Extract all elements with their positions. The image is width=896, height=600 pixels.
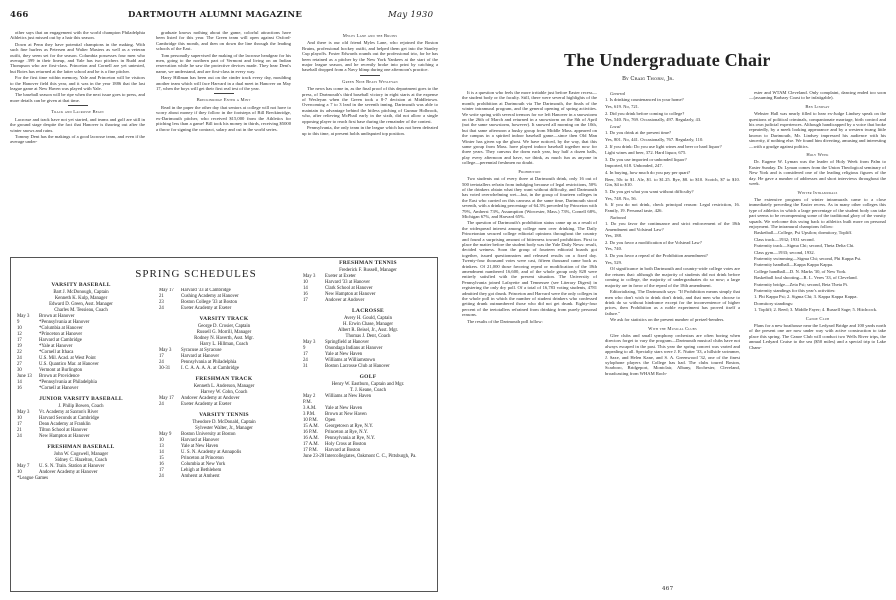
schedule-freshman-baseball [17,444,145,482]
schedule-date: 30-31 [159,366,171,371]
poll-question: 5. Do you get what you want without difficulty? [605,189,694,195]
paragraph: Tommy Dent has the makings of a good lacrosse team, and even if the average under- [10,133,145,145]
schedule-event: Open [325,418,336,423]
text-column-5 [605,90,740,580]
schedule-date: 24 [303,358,308,363]
schedule-date: 13 [159,444,164,449]
schedule-row [159,306,289,312]
divider [360,75,380,76]
poll-item [605,202,740,213]
poll-item [605,111,740,123]
paragraph: The question of Dartmouth's prohibition status came up as a result of the widespread interest among college men over drinking. The Daily Princetonian secured college editorial opinions throughout the country and found a surprising amount of bitterness toward prohibition. First to place the matter before the student body was the Yale Daily News: result, decided wetness. Soon the group of fourteen editorial boards got together, issued questionnaires and released results on a fixed day. Twenty-four thousand votes were cast, fifteen thousand came back as drinkers. Of 21,000 those favoring repeal or modification of the 18th amendment numbered 16,600, and of the whole group only 828 were entirely satisfied with the present situation. The University of Pennsylvania joined Lafayette and Tennessee (see Literary Digest) in registering the only dry poll. Of a total of 16,783 voting students, 4781 admitted they got drunk. Princeton and Harvard were the only colleges in the whole poll in which the number of student drinkers who confessed getting drunk outnumbered those who did not get drunk. Eighty-four percent of the teetotallers refrained from drinking from purely personal reasons. [462,220,597,318]
schedule-junior-varsity-baseball [17,396,145,440]
schedule-event: Columbia at New York [181,462,226,467]
paragraph: Two students out of every three at Dartmouth drink, only 16 out of 500 teetotallers refrain from indulging because of legal restrictions, 50% of the drinkers obtain what they want without difficulty, and Dartmouth has voted overwhelming wet—but, in the group of fourteen colleges in the East who carried on this canvass at the same time, Dartmouth stood seventh, with a drinking percentage of 64.3% preceded by Princeton with 79%, Amherst 73%, Assumption (Worcester, Mass.) 73%, Cornell 68%, Michigan 67%, and Harvard 65%. [462,176,597,219]
column-paragraphs [749,197,886,313]
schedule-staff: Avery H. Gould, Captain [343,316,392,321]
poll-item [605,221,740,238]
text-column-2 [156,30,291,255]
article-author: By Craig Thorn, Jr. [622,76,675,82]
schedule-event: Exeter Academy at Exeter [181,306,232,311]
schedule-event: Syracuse at Syracuse [181,348,222,353]
running-title: DARTMOUTH ALUMNI MAGAZINE [128,10,303,20]
schedule-staff: Sylvester Walter, Jr., Manager [195,426,253,431]
schedule-event: Williams at New Haven [325,394,372,399]
poll-answer: Yes, 801. No, 441. Occasionally, 767. Regularly, 110. [605,136,704,142]
schedule-event: *Cornell at Hanover [39,386,79,391]
schedule-event: U.S. Quantico Mar. at Hanover [39,362,99,367]
schedule-staff: H. Erwin Chase, Manager [343,322,393,327]
paragraph: Pennsylvania, the only team in the league which has not been defeated up to this time, at present holds undisputed top position. [302,125,438,136]
schedule-event: Princeton at Princeton [181,456,224,461]
schedule-date: May 3 [303,274,316,279]
schedule-row [159,474,289,480]
column-paragraphs [605,266,740,322]
paragraph: Class gym—1933; second, 1932. [754,249,815,255]
schedule-event: Andover Academy at Hanover [39,470,98,475]
schedule-staff: Rodney N. Haverth, Asst. Mgr. [194,336,254,341]
schedule-date: 15 A.M. [303,424,319,429]
schedule-event: Amherst at Amherst [181,474,220,479]
schedule-date: May 7 [17,464,30,469]
schedule-event: Andover Academy at Andover [181,396,240,401]
schedule-freshman-track [159,376,289,408]
paragraph: Read in the paper the other day that seniors at college will not have to worry about money if they follow in the footsteps of Bill Breckinridge, ex-Dartmouth pitcher, who received $15,000 from the Athletics for pitching less than a game! Bill took his money in thirds, receiving $5000 a throw for signing the contract, salary and cut in the world series. [156,104,291,132]
schedule-staff: Bart J. McDonough, Captain [53,290,109,295]
schedule-date: 24 [159,306,164,311]
schedule-date: 27 [17,362,22,367]
column-paragraphs [302,40,438,72]
poll-answer: Imported, 618. Unbonded, 247. [605,163,663,169]
schedule-event: *Princeton at Hanover [39,332,83,337]
paragraph: The extensive program of winter intramurals came to a close immediately preceding the Easter recess. As in many other colleges this type of athletics in which a large percentage of the student body can take part seems to be recompensing some of the traditional glory of the varsity squads. We welcome this swing back to athletics built more on personal enjoyment. The intramural champions follow: [749,196,886,229]
poll-item [605,189,740,201]
paragraph: Fraternity handball—Kappa Kappa Kappa. [754,262,834,268]
schedule-event: Vermont at Burlington [39,368,83,373]
schedule-event: Yale at New Haven [325,352,363,357]
paragraph: other says that an engagement with the world champion Philadelphia Athletics just missed out by a hair this season. [10,30,145,41]
paragraph: Fraternity bridge—Zeta Psi; second, Beta Theta Pi. [754,281,849,287]
column-paragraphs [605,333,740,376]
paragraph: The results of the Dartmouth poll follow: [467,318,543,324]
schedule-event: New Hampton at Hanover [39,434,90,439]
schedule-event: Brown at New Haven [325,412,367,417]
schedule-row [159,366,289,372]
schedule-date: May 3 [159,348,172,353]
section-heading-track: Track and Lacrosse Begin [51,109,104,115]
paragraph: Fraternity standings for this year's activities: [754,288,836,293]
poll-item [605,253,740,265]
poll-question: 3. Do you favor a repeal of the Prohibition amendment? [605,253,708,259]
schedule-staff: Sidney C. Hazelton, Coach [54,458,108,463]
schedule-column-3 [303,256,433,590]
poll-answer: Yes, 540. No, 769. Occasionally, 497. Regularly, 43. [605,117,702,123]
schedule-heading: GOLF [359,374,377,380]
paragraph: 1. Phi Kappa Psi; 2. Sigma Chi; 3. Kappa Kappa Kappa. [754,294,858,300]
paragraph: Lacrosse and track have not yet started, and teams and golf are still in the ground stage despite the fact that Hanover is thawing out after the winter snows and rains. [10,116,145,133]
poll-answer: Light wines and beer, 372. Hard liquor, 675. [605,150,687,156]
column-paragraphs [749,90,886,101]
schedule-varsity-track [159,316,289,372]
schedule-event: I. C. A. A. A. A. at Cambridge [181,366,239,371]
schedule-event: *Columbia at Hanover [39,326,83,331]
schedule-row [303,364,433,370]
poll-question: 3. Do you use imported or unbonded liquor? [605,157,687,163]
column-paragraphs [10,117,145,145]
schedule-varsity-baseball [17,282,145,392]
schedule-event: Yale at New Haven [181,444,219,449]
schedule-staff: George D. Crosier, Captain [197,324,251,329]
schedule-staff: T. J. Keane, Coach [349,388,387,393]
schedule-date: 14 [303,286,308,291]
schedule-column-1 [17,278,145,590]
schedule-date: 3 P.M. [303,412,316,417]
paragraph: 1. Topliff; 2. Reed; 3. Middle Fayer; 4. Russell Sage; 5. Hitchcock. [754,307,878,313]
schedule-event: Intercollegiates, Oakmont C. C., Pittsburgh, Pa. [325,454,417,459]
poll-question: 2. Do you favor a modification of the Volstead Law? [605,239,702,245]
schedule-event: Springfield at Hanover [325,340,369,345]
paragraph: Tom personally supervised the making of the lacrosse headgear for his men, going to the northern part of Vermont and living on an Indian reservation while he saw the protective devices made. They hear Dent's name, we understand, and are first-class in every way. [156,52,291,74]
schedule-staff: Albert R. Beisel, Jr., Asst. Mgr. [337,328,399,333]
column-paragraphs [749,111,886,149]
poll-section-label: Local [610,124,621,130]
schedule-event: *Cornell at Ithaca [39,350,74,355]
poll-question: 4. In buying, how much do you pay per quart? [605,170,691,176]
spring-schedules-box [10,257,438,592]
section-heading-winter: Winter Intramurals [797,189,838,195]
schedule-date: 17 [303,352,308,357]
schedule-date: 16 [159,462,164,467]
schedule-date: 16 [17,386,22,391]
section-heading-clubs: With the Musical Clubs [648,325,697,331]
schedule-varsity-tennis [159,412,289,480]
issue-date: May 1930 [388,10,434,20]
schedule-date: 17 [303,298,308,303]
paragraph: Basketball—College, Psi Upsilon; dormitory, Topliff. [754,230,853,236]
poll-answer: Yes, 619. No, 721. [605,103,640,109]
paragraph: For the first time within memory, Yale and Princeton will be visitors to the Hanover field this year, and it was in the year 1886 that the last league game at New Haven was played with Yale. [10,75,145,92]
section-heading-lindsay: Ben Lindsay [805,103,830,109]
schedule-event: U. S. N. Academy at Annapolis [181,450,242,455]
schedule-staff: Russell G. Morrill, Manager [196,330,252,335]
schedule-note: *League Games [17,476,49,481]
schedules-title: SPRING SCHEDULES [135,268,257,280]
schedule-date: 23 [159,300,164,305]
schedule-event: Exeter at Exeter [325,274,356,279]
schedule-date: May 3 [17,410,30,415]
schedule-event: Georgetown at Rye, N.Y. [325,424,374,429]
schedule-event: *Pennsylvania at Hanover [39,320,90,325]
schedule-event: U.S. Mil. Acad. at West Point [39,356,96,361]
schedule-event: Harvard at Boston [325,448,361,453]
schedule-date: 21 [159,294,164,299]
schedule-event: Vt. Academy at Saxton's River [39,410,99,415]
column-paragraphs [10,30,145,103]
schedule-date: 19 [17,344,22,349]
schedule-date: May 9 [159,432,172,437]
schedule-event: Lehigh at Bethlehem [181,468,222,473]
schedule-staff: Harvey W. Cohn, Coach [200,390,248,395]
schedule-date: 17 [159,354,164,359]
divider [68,105,88,106]
schedule-date: 9 [303,346,306,351]
paragraph: College handball—D. N. Marks '30, of New York. [754,268,847,274]
schedule-event: Princeton at Rye, N.Y. [325,430,368,435]
poll-item [605,130,740,142]
schedule-event: Exeter Academy at Exeter [181,402,232,407]
schedule-event: Harvard at Hanover [181,438,220,443]
schedule-event: Pennsylvania at Rye, N.Y. [325,436,376,441]
schedule-event: Yale at New Haven [325,406,363,411]
schedule-event: Harvard Seconds at Cambridge [39,416,100,421]
paragraph: Plans for a new boathouse near the Ledyard Bridge and 100 yards north of the present one are now under way with active construction to take place this spring. The Canoe Club will conduct two Wells River trips, the annual Ledyard Cruise to the sea ($50 miles) and a special trip to Lake Cham- [749,323,886,350]
schedule-date: 31 [303,364,308,369]
schedule-date: 21 [17,428,22,433]
schedule-event: Harvard '33 at Hanover [325,280,370,285]
paragraph: Basketball foul shooting—R. L. Veres '33, of Cleveland. [754,275,858,281]
schedule-date: 10 [17,416,22,421]
schedule-heading: LACROSSE [351,308,385,314]
schedule-heading: FRESHMAN TENNIS [339,260,397,266]
schedule-date: May 17 [159,288,174,293]
schedule-date: 16 A.M. [303,436,319,441]
schedule-event: Boston College '33 at Boston [181,300,238,305]
schedule-staff: Frederick F. Russell, Manager [339,268,397,273]
column-paragraphs [749,323,886,350]
column-paragraphs [462,176,597,324]
section-heading-prohibition: Prohibition [518,168,541,174]
section-heading-breckinridge: Breckinridge Enter a Mint [196,97,251,103]
schedule-event: Holy Cross at Boston [325,442,367,447]
schedule-date: 16 P.M. [303,430,318,435]
paragraph: Glee clubs and small symphony orchestras are often boring when directors forget to vary the program—Dartmouth musical clubs have not always escaped in the past. This year the spring concert was varied and appealing to all. Specialty stars were J. E. Nutter '33, a hillside swimmer, J. Saxe, and Helen Kane, and S. A. Greenwood '32, one of the finest xylophone players the College has had. The clubs toured Boston, Scarboro, Bridgeport, Montclair, Albany, Rochester, Cleveland, broadcasting from WHAM Roch- [605,332,740,376]
poll-question: 2. Did you drink before coming to college? [605,110,685,116]
poll-item [605,157,740,169]
paragraph: The baseball season will be ripe when the next issue goes to press, and more details can be given at that time. [10,92,145,103]
paragraph: We ask for statistics on the present number of pretzel-benders. [610,317,725,323]
poll-item [605,97,740,109]
poll-question: 1. Is drinking countenanced in your home? [605,97,684,103]
schedule-date: 17 [159,468,164,473]
schedule-date: June 23-28 [303,454,325,459]
schedule-event: U. S. N. Train. Station at Hanover [39,464,105,469]
schedule-date: 17 [17,422,22,427]
schedule-event: Harvard at Hanover [181,354,220,359]
section-heading-green: Green Nine Beats Wesleyan [342,78,398,84]
paragraph: Fraternity track—Sigma Chi; second, Theta Delta Chi. [754,243,855,249]
schedule-event: Dean Academy at Franklin [39,422,91,427]
schedule-event: Tilton School at Hanover [39,428,88,433]
schedule-date: 10 [17,470,22,475]
poll-question: 1. Do you favor the continuance and strict enforcement of the 18th Amendment and Volstead Law? [605,221,740,232]
schedule-event: New Hampton at Hanover [325,292,376,297]
schedule-row [303,298,433,304]
poll-answer: Beer, 50c to $1. Ale, $1. to $1.25. Rye, $8. to $10. Scotch, $7 to $10. Gin, $4 to $10. [605,176,740,188]
schedule-date: 24 [159,360,164,365]
schedule-golf [303,374,433,460]
paragraph: Class track—1932; 1931 second. [754,236,815,242]
schedule-date: June 13 [17,374,32,379]
schedule-date: 3 A.M. [303,406,317,411]
poll-question: 1. Do you drink at the present time? [605,130,672,136]
schedule-event: *Pennsylvania at Philadelphia [39,380,97,385]
schedule-event: Andover at Andover [325,298,365,303]
schedule-heading: FRESHMAN TRACK [195,376,253,382]
column-paragraphs [156,30,291,91]
page-number-left: 466 [10,10,29,20]
schedule-date: 24 [159,402,164,407]
schedule-event: Williams at Williamstown [325,358,376,363]
section-heading-holy-week: Holy Week [806,152,829,158]
schedule-date: 24 [17,434,22,439]
schedule-staff: Henry W. Eastburn, Captain and Mgr. [331,382,405,387]
section-heading-myles: Myles Lane and the Bruins [342,33,398,38]
schedule-row [17,434,145,440]
column-paragraphs [749,159,886,186]
poll-question: 2. If you drink: Do you use light wines and beer or hard liquor? [605,143,722,149]
schedule-row [17,386,145,392]
text-column-1 [10,30,145,255]
paragraph: Dormitory standings: [754,300,794,306]
article-title: The Undergraduate Chair [564,50,771,70]
schedule-date: 9 [17,320,20,325]
schedule-heading: VARSITY TENNIS [199,412,249,418]
paragraph: Of significance in both Dartmouth and country-wide college votes are the returns that: although the majority of students did not drink before coming to college, the majority of undergraduates do so now; a large majority are in favor of the repeal of the 18th amendment. [605,266,740,288]
poll-question: 6. If you do not drink, check principal reason: Legal restriction, 16. Family, 19. Personal taste, 426. [605,202,740,213]
paragraph: Harry Hillman has been out on the cinder track every day, moulding another team which will face Harvard in a dual meet in Hanover on May 17, when the boys will get their first real test of the year. [156,75,291,92]
poll-section-label: General [610,91,626,96]
poll-answer: Yes, 740. [605,246,623,252]
text-column-3 [302,30,438,255]
schedule-heading: JUNIOR VARSITY BASEBALL [39,396,123,402]
schedule-date: 10 P.M. [303,418,318,423]
schedule-row [303,454,433,460]
schedule-event: Brown at Providence [39,374,80,379]
schedule-freshman-tennis [303,260,433,304]
schedule-golf-prelim [159,288,289,312]
schedule-staff: Harry L. Hillman, Coach [199,342,249,347]
schedule-date: May 2 P.M. [303,394,316,405]
poll-section-label: National [610,214,627,220]
schedule-event: Onondaga Indians at Hanover [325,346,383,351]
schedule-lacrosse [303,308,433,370]
schedule-date: 24 [159,474,164,479]
schedule-date: May 3 [17,314,30,319]
schedule-staff: Thomas J. Dent, Coach [345,334,391,339]
schedule-event: Boston University at Boston [181,432,236,437]
poll-results [605,91,740,265]
paragraph: And there is our old friend Myles Lane, who rejoined the Boston Bruins, professional hockey outfit, and helped them get into the Stanley Cup playoffs. Foster Edwards rounds out the professional trio, for he has been retained as a pitcher by the New York Yankees at the start of the major league season, and he recently broke into print by catching a baseball dropped from a Navy blimp during one afternoon's practice. [302,40,438,73]
schedule-date: 12 [17,332,22,337]
schedule-row [159,402,289,408]
poll-answer: Yes, 748. No, 56. [605,195,637,201]
poll-item [605,240,740,252]
paragraph: Dr. Eugene W. Lyman was the leader of Holy Week from Palm to Easter Sunday. Dr. Lyman comes from the Union Theological seminary of New York and is considered one of the leading religious figures of the day. He gave a number of addresses and short interviews throughout the week. [749,159,886,187]
schedule-date: May 3 [303,340,316,345]
poll-answer: Yes, 188. [605,232,623,238]
text-column-6 [749,90,886,580]
column-paragraphs [156,105,291,132]
schedule-heading: FRESHMAN BASEBALL [47,444,115,450]
schedule-event: Harvard at Cambridge [39,338,82,343]
poll-answer: Yes, 529. [605,259,623,265]
page-number-right: 467 [662,586,674,592]
schedule-staff: Charles M. Tessieau, Coach [54,308,108,313]
schedule-heading: VARSITY BASEBALL [51,282,111,288]
paragraph: The news has come in, as the final proof of this department goes to the press, of Dartmouth's third baseball victory in eight starts at the expense of Wesleyan when the Green took a 8-7 decision at Middletown. Overcoming a 7 to 3 lead in the seventh inning, Dartmouth was able to maintain its advantage behind the hitless pitching of Gunnar Holbrook, who, after relieving McPhail early in the sixth, did not allow a single opposing player to reach first base during the remainder of the contest. [302,86,438,124]
schedule-event: Boston Lacrosse Club at Hanover [325,364,390,369]
section-heading-canoe: Canoe Club [805,315,830,321]
schedule-date: 17 A.M. [303,442,319,447]
paragraph: Editorializing, The Dartmouth says: "If Prohibition means simply that men who don't wish to drink don't drink, and that men who choose to drink do so without hindrance except for the inconvenience of higher prices, then Prohibition as a noble experiment has proved itself a failure." [605,289,740,316]
paragraph: ester and WTAM Cleveland. Only complaint, dancing ended too soon—(assuming Barbary Coast to be infatigable). [749,90,886,101]
right-page [452,0,896,600]
paragraph: It is a question who feels the more irritable just before Easter recess—the student body or the faculty. Still, there were several highlights of the month; prohibition at Dartmouth via The Dartmouth, the finals of the winter intramural program, and the general opening of spring activities. We write spring with several tremors for we left Hanover in a snowstorm on the 26th of March and returned in a snowstorm on the 8th of April (not the same snowstorm, however). It snowed all morning on the 10th, but that same afternoon a husky group from Middle Mass. appeared on the campus in a spirited indoor baseball game—since then Old Man Winter has given up the ghost. We have noticed, by the way, that this same group from Mass. have played indoor baseball together now for three years. They canvass the dorm each year, buy half a dozen balls, play every afternoon and have, we think, as much fun as anyone in college—perennial freshmen no doubt. [462,90,597,166]
schedule-staff: J. Philip Bowen, Coach [58,404,104,409]
schedule-date: 15 [159,456,164,461]
schedule-staff: Kenneth L. Anderson, Manager [193,384,255,389]
schedule-date: 24 [17,356,22,361]
schedule-staff: Theodore D. McDonald, Captain [192,420,256,425]
schedule-staff: John W. Cogswell, Manager [53,452,109,457]
paragraph: Down at Penn they have potential champions in the making. With such fine hurlers as Petersen and Walter Masters as well as a veteran outfit, they seem set for the season. Columbia possesses four men who average .399 in their lineup, and Yale has two pitchers in Rudd and Thompson who are first-class. Princeton and Cornell are yet untested, but Boies has returned at the latter school and he is a fine pitcher. [10,41,145,74]
paragraph: Webster Hall was nearly filled to hear ex-Judge Lindsey speak on the questions of political criminals, companionate marriage, birth control and his own judicial experiences. Although handicapped by a voice that broke repeatedly, by a meek looking appearance and by a western twang little known to Dartmouth, Mr. Lindsey impressed his audience with his sincerity, if nothing else. We found him diverting, amusing and interesting—with a grudge against politics. [749,111,886,149]
paragraph: Fraternity swimming—Sigma Chi; second, Phi Kappa Psi. [754,255,862,261]
schedule-event: Pennsylvania at Philadelphia [181,360,237,365]
schedule-date: 10 [303,280,308,285]
schedule-event: Brown at Hanover [39,314,75,319]
schedule-column-2 [159,288,289,590]
schedule-heading: VARSITY TRACK [199,316,249,322]
schedule-date: 22 [17,350,22,355]
text-column-4 [462,90,597,580]
schedule-date: 14 [159,450,164,455]
schedule-event: *Yale at Hanover [39,344,73,349]
schedule-date: 17 P.M. [303,448,318,453]
schedule-staff: Kenneth K. Kulp, Manager [54,296,108,301]
paragraph: graduate knows nothing about the game, colorful attractions have been listed for this year. The Green team will open against Oxford-Cambridge this month, and then on down the line through the leading schools of the East. [156,30,291,52]
column-paragraphs [302,86,438,136]
column-paragraphs [462,90,597,166]
schedule-date: 14 [17,380,22,385]
schedule-event: Clark School at Hanover [325,286,373,291]
schedule-date: 16 [303,292,308,297]
schedule-event: Cushing Academy at Hanover [181,294,239,299]
schedule-row [303,394,433,406]
divider [214,93,234,94]
schedule-staff: Edward D. Green, Asst. Manager [49,302,113,307]
schedule-event: Harvard '33 at Cambridge [181,288,231,293]
poll-item [605,170,740,187]
schedule-date: 30 [17,368,22,373]
poll-item [605,144,740,156]
schedule-date: 10 [17,326,22,331]
schedule-date: May 17 [159,396,174,401]
schedule-date: 17 [17,338,22,343]
schedule-date: 10 [159,438,164,443]
